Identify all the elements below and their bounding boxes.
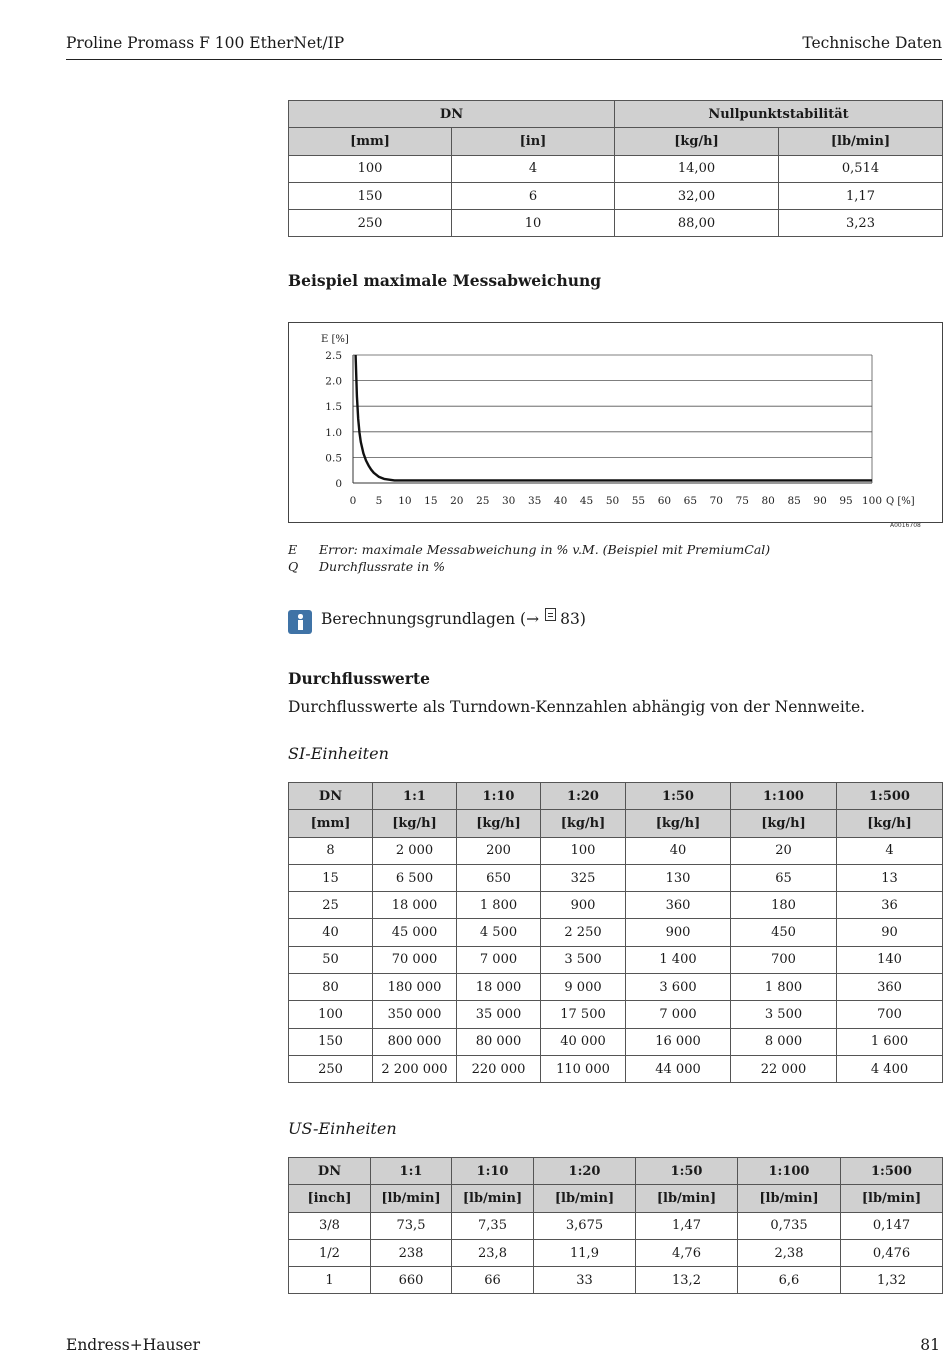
- info-text-close: ): [579, 610, 586, 628]
- table-cell: 220 000: [457, 1055, 541, 1082]
- table-cell: 17 500: [541, 1001, 626, 1028]
- table-cell: 130: [626, 864, 731, 891]
- table-header-row: [289, 783, 943, 810]
- table-row: [289, 1239, 943, 1266]
- table-cell: 325: [541, 864, 626, 891]
- x-tick-label: 10: [398, 495, 412, 507]
- table-cell: 6,6: [738, 1267, 841, 1294]
- header-product-title: Proline Promass F 100 EtherNet/IP: [66, 34, 345, 52]
- table-cell: 1,32: [841, 1267, 943, 1294]
- table-cell: 2 200 000: [373, 1055, 457, 1082]
- y-axis-label: E [%]: [321, 334, 349, 345]
- table-cell: 50: [289, 946, 373, 973]
- table-cell: 4: [452, 155, 615, 182]
- unit-cell: [lb/min]: [841, 1185, 943, 1212]
- table-cell: 36: [837, 892, 943, 919]
- table-cell: 1/2: [289, 1239, 371, 1266]
- document-page-icon: [545, 608, 556, 621]
- table-cell: 14,00: [615, 155, 779, 182]
- table-row: [289, 1001, 943, 1028]
- error-curve: [356, 355, 872, 480]
- table-cell: 10: [452, 210, 615, 237]
- y-tick-label: 2.5: [325, 350, 342, 362]
- page-reference-link[interactable]: 83: [560, 610, 580, 628]
- table-cell: 140: [837, 946, 943, 973]
- x-tick-label: 20: [450, 495, 464, 507]
- table-unit-row: [289, 128, 943, 155]
- chart-canvas: [289, 323, 942, 522]
- legend-symbol: Q: [288, 559, 299, 574]
- table-cell: 1: [289, 1267, 371, 1294]
- header-cell: DN: [289, 783, 373, 810]
- table-cell: 3 600: [626, 974, 731, 1001]
- x-tick-label: 5: [375, 495, 383, 507]
- table-cell: 0,735: [738, 1212, 841, 1239]
- table-cell: 73,5: [371, 1212, 452, 1239]
- x-tick-label: 55: [631, 495, 646, 507]
- table-cell: 8 000: [731, 1028, 837, 1055]
- table-row: [289, 155, 943, 182]
- table-cell: 3,675: [534, 1212, 636, 1239]
- unit-cell: [kg/h]: [837, 810, 943, 837]
- us-flow-table: [288, 1157, 943, 1294]
- info-text-label: Berechnungsgrundlagen (→: [321, 610, 540, 628]
- table-cell: 2 250: [541, 919, 626, 946]
- x-tick-label: 45: [579, 495, 594, 507]
- unit-cell: [kg/h]: [541, 810, 626, 837]
- header-cell: 1:1: [371, 1158, 452, 1185]
- table-row: [289, 946, 943, 973]
- table-cell: 35 000: [457, 1001, 541, 1028]
- unit-cell: [lb/min]: [779, 128, 943, 155]
- unit-cell: [in]: [452, 128, 615, 155]
- table-cell: 180 000: [373, 974, 457, 1001]
- unit-cell: [mm]: [289, 810, 373, 837]
- table-cell: 66: [452, 1267, 534, 1294]
- table-cell: 1 400: [626, 946, 731, 973]
- table-cell: 16 000: [626, 1028, 731, 1055]
- legend-text: Durchflussrate in %: [319, 559, 446, 574]
- table-row: [289, 974, 943, 1001]
- header-cell: 1:20: [541, 783, 626, 810]
- table-cell: 3/8: [289, 1212, 371, 1239]
- table-cell: 450: [731, 919, 837, 946]
- table-cell: 250: [289, 1055, 373, 1082]
- x-tick-label: 70: [709, 495, 723, 507]
- info-icon: [288, 610, 312, 634]
- table-cell: 1,17: [779, 182, 943, 209]
- x-tick-label: 15: [424, 495, 438, 507]
- x-tick-label: 60: [657, 495, 672, 507]
- table-cell: 110 000: [541, 1055, 626, 1082]
- table-cell: 4,76: [636, 1239, 738, 1266]
- flow-intro-text: Durchflusswerte als Turndown-Kennzahlen abhängig von der Nennweite.: [288, 698, 866, 716]
- us-units-label: US-Einheiten: [288, 1119, 397, 1138]
- figure-id: A0016708: [890, 522, 921, 529]
- table-cell: 650: [457, 864, 541, 891]
- header-cell: 1:100: [738, 1158, 841, 1185]
- header-cell: 1:20: [534, 1158, 636, 1185]
- table-cell: 900: [626, 919, 731, 946]
- table-header-row: [289, 101, 943, 128]
- flow-heading: Durchflusswerte: [288, 669, 430, 688]
- x-tick-label: 40: [553, 495, 568, 507]
- table-cell: 1,47: [636, 1212, 738, 1239]
- footer-company: Endress+Hauser: [66, 1336, 200, 1354]
- table-cell: 40: [626, 837, 731, 864]
- table-cell: 13,2: [636, 1267, 738, 1294]
- table-row: [289, 182, 943, 209]
- x-tick-label: 100: [861, 495, 883, 507]
- unit-cell: [inch]: [289, 1185, 371, 1212]
- table-cell: 180: [731, 892, 837, 919]
- page-header: [66, 33, 942, 60]
- info-text: [321, 610, 586, 628]
- table-cell: 20: [731, 837, 837, 864]
- table-row: [289, 837, 943, 864]
- unit-cell: [lb/min]: [636, 1185, 738, 1212]
- table-cell: 0,514: [779, 155, 943, 182]
- table-cell: 238: [371, 1239, 452, 1266]
- table-cell: 65: [731, 864, 837, 891]
- table-row: [289, 1055, 943, 1082]
- header-cell: 1:10: [457, 783, 541, 810]
- table-cell: 700: [837, 1001, 943, 1028]
- table-cell: 6 500: [373, 864, 457, 891]
- table-cell: 660: [371, 1267, 452, 1294]
- table-cell: 1 800: [731, 974, 837, 1001]
- unit-cell: [kg/h]: [373, 810, 457, 837]
- table-cell: 15: [289, 864, 373, 891]
- table-cell: 150: [289, 182, 452, 209]
- table-cell: 40 000: [541, 1028, 626, 1055]
- table-cell: 70 000: [373, 946, 457, 973]
- table-cell: 150: [289, 1028, 373, 1055]
- table-cell: 32,00: [615, 182, 779, 209]
- legend-text: Error: maximale Messabweichung in % v.M. (Beispiel mit PremiumCal): [319, 542, 771, 557]
- table-cell: 7 000: [457, 946, 541, 973]
- table-cell: 100: [289, 155, 452, 182]
- table-cell: 23,8: [452, 1239, 534, 1266]
- table-cell: 250: [289, 210, 452, 237]
- table-cell: 360: [837, 974, 943, 1001]
- table-cell: 25: [289, 892, 373, 919]
- x-tick-label: 30: [502, 495, 516, 507]
- header-cell: 1:1: [373, 783, 457, 810]
- unit-cell: [lb/min]: [534, 1185, 636, 1212]
- zero-point-table: [288, 100, 943, 237]
- table-unit-row: [289, 810, 943, 837]
- table-header-row: [289, 1158, 943, 1185]
- x-tick-label: 50: [605, 495, 620, 507]
- table-cell: 350 000: [373, 1001, 457, 1028]
- table-cell: 1 800: [457, 892, 541, 919]
- table-row: [289, 1028, 943, 1055]
- x-tick-label: 25: [476, 495, 490, 507]
- table-cell: 900: [541, 892, 626, 919]
- unit-cell: [mm]: [289, 128, 452, 155]
- table-cell: 360: [626, 892, 731, 919]
- x-tick-label: 0: [349, 495, 357, 507]
- table-cell: 2,38: [738, 1239, 841, 1266]
- x-axis-label: Q [%]: [886, 496, 915, 507]
- table-cell: 2 000: [373, 837, 457, 864]
- table-cell: 6: [452, 182, 615, 209]
- table-cell: 100: [289, 1001, 373, 1028]
- table-cell: 80: [289, 974, 373, 1001]
- table-cell: 3 500: [541, 946, 626, 973]
- y-tick-label: 1.5: [325, 401, 342, 414]
- table-cell: 18 000: [373, 892, 457, 919]
- y-tick-label: 2.0: [325, 375, 342, 388]
- header-cell: 1:50: [636, 1158, 738, 1185]
- y-tick-label: 0.5: [325, 452, 342, 465]
- y-tick-label: 1.0: [325, 426, 342, 439]
- table-cell: 200: [457, 837, 541, 864]
- table-cell: 700: [731, 946, 837, 973]
- table-cell: 4: [837, 837, 943, 864]
- table-unit-row: [289, 1185, 943, 1212]
- header-cell: 1:500: [837, 783, 943, 810]
- page-number: 81: [920, 1336, 940, 1354]
- unit-cell: [kg/h]: [615, 128, 779, 155]
- table-cell: 13: [837, 864, 943, 891]
- unit-cell: [kg/h]: [457, 810, 541, 837]
- table-cell: 22 000: [731, 1055, 837, 1082]
- table-row: [289, 864, 943, 891]
- table-row: [289, 1267, 943, 1294]
- header-cell: DN: [289, 1158, 371, 1185]
- table-cell: 33: [534, 1267, 636, 1294]
- x-tick-label: 90: [813, 495, 827, 507]
- table-cell: 45 000: [373, 919, 457, 946]
- table-cell: 40: [289, 919, 373, 946]
- table-row: [289, 919, 943, 946]
- table-cell: 0,147: [841, 1212, 943, 1239]
- table-cell: 7 000: [626, 1001, 731, 1028]
- unit-cell: [lb/min]: [738, 1185, 841, 1212]
- si-flow-table: [288, 782, 943, 1083]
- example-heading: Beispiel maximale Messabweichung: [288, 271, 602, 290]
- error-chart: [288, 322, 943, 523]
- table-cell: 4 500: [457, 919, 541, 946]
- si-units-label: SI-Einheiten: [288, 744, 389, 763]
- header-section-title: Technische Daten: [802, 34, 942, 52]
- table-cell: 4 400: [837, 1055, 943, 1082]
- table-cell: 0,476: [841, 1239, 943, 1266]
- x-tick-label: 80: [761, 495, 775, 507]
- table-cell: 7,35: [452, 1212, 534, 1239]
- table-cell: 3,23: [779, 210, 943, 237]
- x-tick-label: 35: [527, 495, 542, 507]
- table-cell: 90: [837, 919, 943, 946]
- y-tick-label: 0: [335, 478, 342, 490]
- unit-cell: [lb/min]: [452, 1185, 534, 1212]
- table-cell: 3 500: [731, 1001, 837, 1028]
- table-cell: 11,9: [534, 1239, 636, 1266]
- x-tick-label: 75: [735, 495, 749, 507]
- header-cell: 1:100: [731, 783, 837, 810]
- table-cell: 100: [541, 837, 626, 864]
- table-cell: 80 000: [457, 1028, 541, 1055]
- legend-symbol: E: [288, 542, 298, 557]
- table-row: [289, 892, 943, 919]
- x-tick-label: 95: [839, 495, 853, 507]
- x-tick-label: 65: [683, 495, 698, 507]
- table-cell: 8: [289, 837, 373, 864]
- table-cell: 44 000: [626, 1055, 731, 1082]
- header-cell: DN: [289, 101, 615, 128]
- table-row: [289, 1212, 943, 1239]
- header-cell: 1:10: [452, 1158, 534, 1185]
- table-cell: 88,00: [615, 210, 779, 237]
- unit-cell: [kg/h]: [626, 810, 731, 837]
- table-cell: 1 600: [837, 1028, 943, 1055]
- unit-cell: [kg/h]: [731, 810, 837, 837]
- header-cell: 1:500: [841, 1158, 943, 1185]
- table-row: [289, 210, 943, 237]
- header-cell: 1:50: [626, 783, 731, 810]
- unit-cell: [lb/min]: [371, 1185, 452, 1212]
- table-cell: 18 000: [457, 974, 541, 1001]
- table-cell: 800 000: [373, 1028, 457, 1055]
- x-tick-label: 85: [787, 495, 801, 507]
- header-cell: Nullpunktstabilität: [615, 101, 943, 128]
- table-cell: 9 000: [541, 974, 626, 1001]
